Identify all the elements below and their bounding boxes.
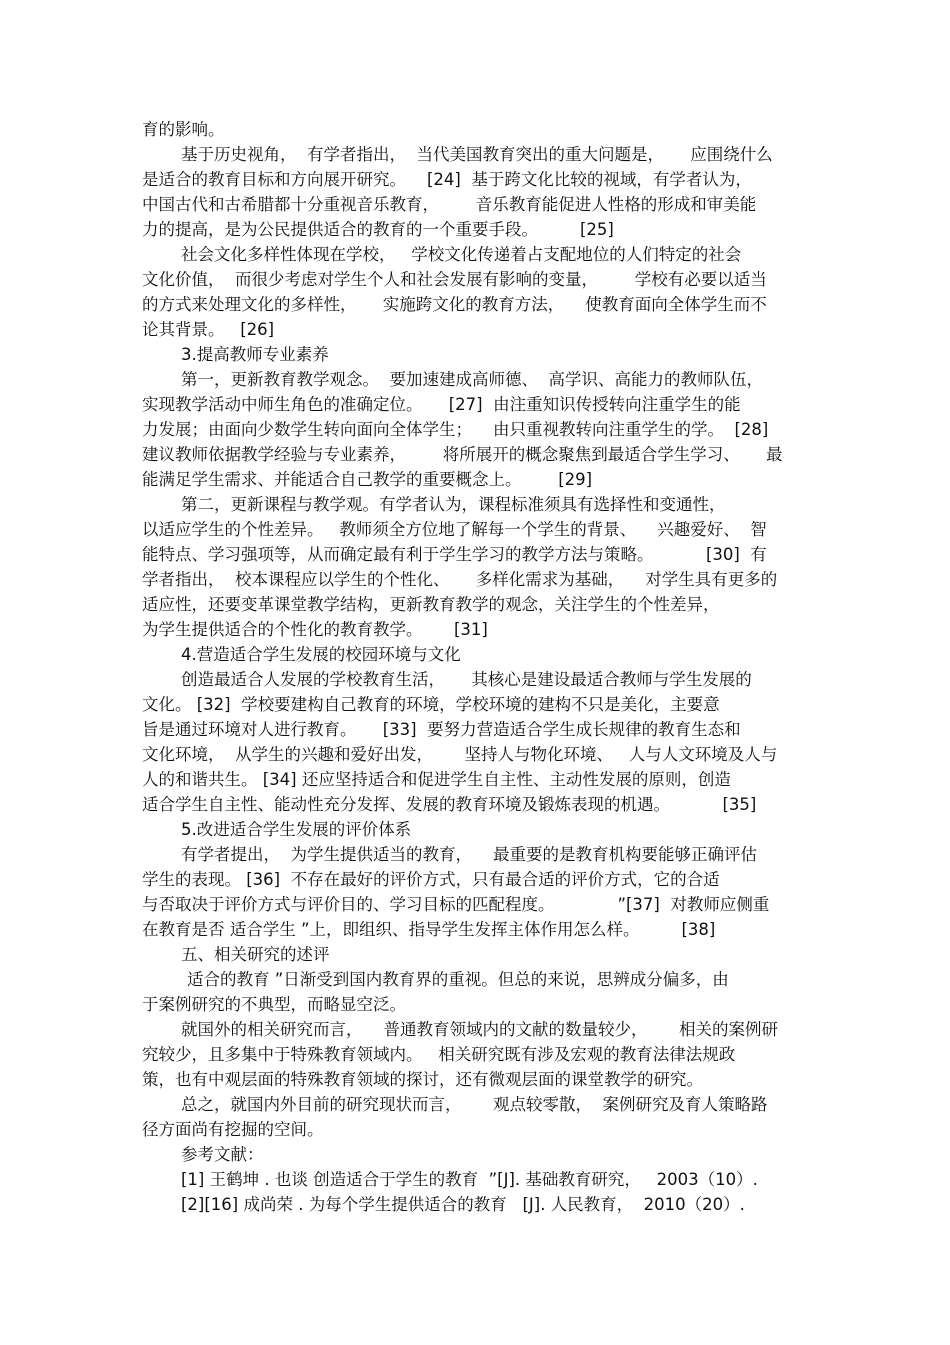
- text-line: 文化环境， 从学生的兴趣和爱好出发， 坚持人与物化环境、 人与人文环境及人与: [142, 745, 778, 764]
- text-line: 文化。 [32] 学校要建构自己教育的环境，学校环境的建构不只是美化，主要意: [142, 695, 720, 714]
- text-line: 力发展；由面向少数学生转向面向全体学生； 由只重视教转向注重学生的学。 [28]: [142, 420, 769, 439]
- text-line: 育的影响。: [142, 120, 225, 139]
- text-line: 究较少，且多集中于特殊教育领域内。 相关研究既有涉及宏观的教育法律法规政: [142, 1045, 736, 1064]
- text-line: 有学者提出， 为学生提供适当的教育， 最重要的是教育机构要能够正确评估: [181, 845, 757, 864]
- text-line: 适应性，还要变革课堂教学结构，更新教育教学的观念，关注学生的个性差异，: [142, 595, 720, 614]
- text-line: 径方面尚有挖掘的空间。: [142, 1120, 324, 1139]
- text-line: 学生的表现。 [36] 不存在最好的评价方式，只有最合适的评价方式，它的合适: [142, 870, 720, 889]
- text-line: 学者指出， 校本课程应以学生的个性化、 多样化需求为基础， 对学生具有更多的: [142, 570, 778, 589]
- text-line: 于案例研究的不典型，而略显空泛。: [142, 995, 406, 1014]
- text-line: 在教育是否 适合学生 ”上，即组织、指导学生发挥主体作用怎么样。 [38]: [142, 920, 716, 939]
- text-line: 能特点、学习强项等，从而确定最有利于学生学习的教学方法与策略。 [30] 有: [142, 545, 767, 564]
- section-heading: 3.提高教师专业素养: [181, 345, 329, 364]
- text-line: 文化价值， 而很少考虑对学生个人和社会发展有影响的变量， 学校有必要以适当: [142, 270, 767, 289]
- text-line: 适合学生自主性、能动性充分发挥、发展的教育环境及锻炼表现的机遇。 [35]: [142, 795, 757, 814]
- text-line: 论其背景。 [26]: [142, 320, 275, 339]
- section-heading: 5.改进适合学生发展的评价体系: [181, 820, 412, 839]
- text-line: 以适应学生的个性差异。 教师须全方位地了解每一个学生的背景、 兴趣爱好、 智: [142, 520, 767, 539]
- text-line: 是适合的教育目标和方向展开研究。 [24] 基于跨文化比较的视域，有学者认为，: [142, 170, 752, 189]
- text-line: 策，也有中观层面的特殊教育领域的探讨，还有微观层面的课堂教学的研究。: [142, 1070, 703, 1089]
- reference-item: [1] 王鹤坤 . 也谈 创造适合于学生的教育 ”[J]. 基础教育研究， 2003（10）.: [181, 1170, 758, 1189]
- text-line: 能满足学生需求、并能适合自己教学的重要概念上。 [29]: [142, 470, 593, 489]
- text-line: 适合的教育 ”日渐受到国内教育界的重视。但总的来说，思辨成分偏多，由: [187, 970, 729, 989]
- text-line: 建议教师依据教学经验与专业素养， 将所展开的概念聚焦到最适合学生学习、 最: [142, 445, 783, 464]
- text-line: 与否取决于评价方式与评价目的、学习目标的匹配程度。 ”[37] 对教师应侧重: [142, 895, 770, 914]
- text-line: 就国外的相关研究而言， 普通教育领域内的文献的数量较少， 相关的案例研: [181, 1020, 778, 1039]
- text-line: 旨是通过环境对人进行教育。 [33] 要努力营造适合学生成长规律的教育生态和: [142, 720, 741, 739]
- text-line: 总之，就国内外目前的研究现状而言， 观点较零散， 案例研究及育人策略路: [181, 1095, 768, 1114]
- text-line: 力的提高，是为公民提供适合的教育的一个重要手段。 [25]: [142, 220, 614, 239]
- text-line: 人的和谐共生。 [34] 还应坚持适合和促进学生自主性、主动性发展的原则，创造: [142, 770, 731, 789]
- references-heading: 参考文献：: [181, 1145, 264, 1164]
- text-line: 中国古代和古希腊都十分重视音乐教育， 音乐教育能促进人性格的形成和审美能: [142, 195, 757, 214]
- text-line: 为学生提供适合的个性化的教育教学。 [31]: [142, 620, 488, 639]
- section-heading: 五、相关研究的述评: [181, 945, 330, 964]
- text-line: 第一，更新教育教学观念。 要加速建成高师德、 高学识、高能力的教师队伍，: [181, 370, 763, 389]
- reference-item: [2][16] 成尚荣 . 为每个学生提供适合的教育 [J]. 人民教育， 2010（20）.: [181, 1195, 745, 1214]
- section-heading: 4.营造适合学生发展的校园环境与文化: [181, 645, 461, 664]
- text-line: 创造最适合人发展的学校教育生活， 其核心是建设最适合教师与学生发展的: [181, 670, 752, 689]
- text-line: 社会文化多样性体现在学校， 学校文化传递着占支配地位的人们特定的社会: [181, 245, 742, 264]
- text-line: 的方式来处理文化的多样性， 实施跨文化的教育方法， 使教育面向全体学生而不: [142, 295, 767, 314]
- text-line: 基于历史视角， 有学者指出， 当代美国教育突出的重大问题是， 应围绕什么: [181, 145, 773, 164]
- text-line: 实现教学活动中师生角色的准确定位。 [27] 由注重知识传授转向注重学生的能: [142, 395, 741, 414]
- text-line: 第二，更新课程与教学观。有学者认为，课程标准须具有选择性和变通性，: [181, 495, 726, 514]
